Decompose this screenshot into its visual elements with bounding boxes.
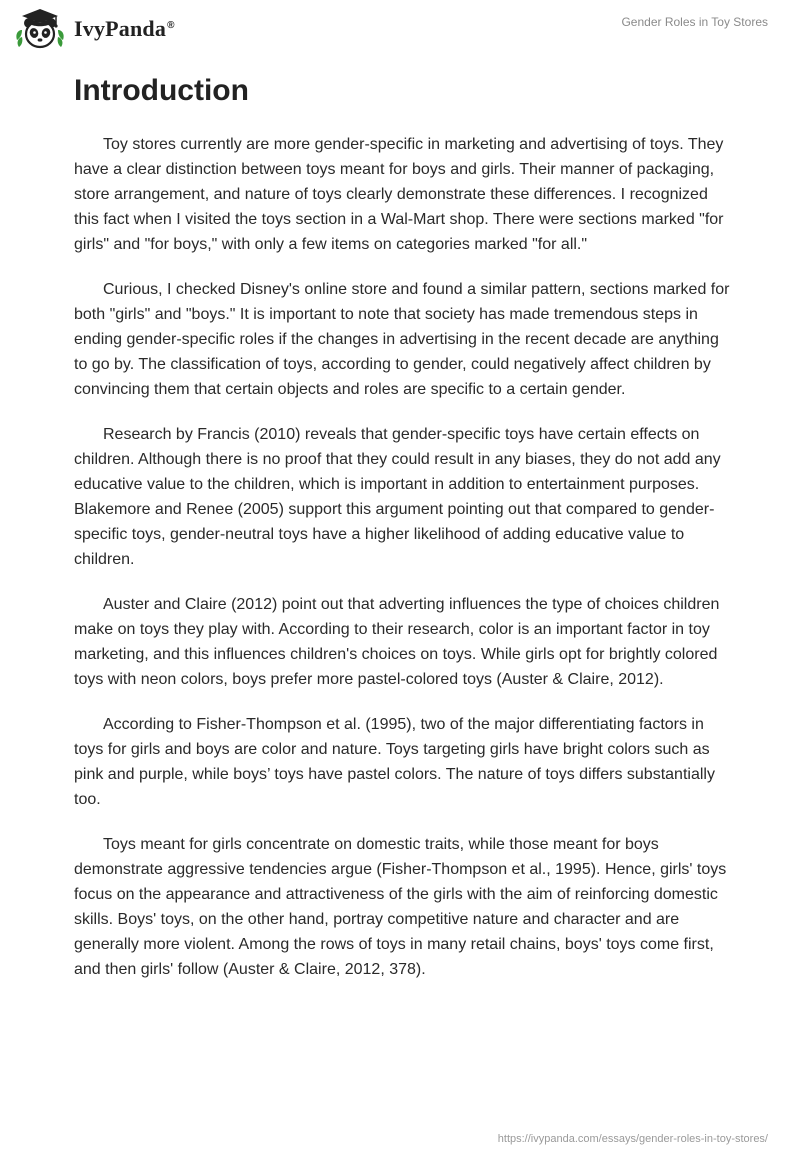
document-title: Gender Roles in Toy Stores (621, 15, 768, 29)
section-heading: Introduction (74, 74, 249, 107)
paragraph-2: Curious, I checked Disney's online store and found a similar pattern, sections marked for both "girls" and "boys." It is important to note that society has made tremendous steps in ending gender-specific roles if the changes in advertising in the recent decade are anything to go by. The classification of toys, according to gender, could negatively affect children by convincing them that certain objects and roles are specific to a certain gender. (74, 281, 730, 398)
paragraph-1: Toy stores currently are more gender-specific in marketing and advertising of toys. They have a clear distinction between toys meant for boys and girls. Their manner of packaging, store arrangement, and nature of toys clearly demonstrate these differences. I recognized this fact when I visited the toys section in a Wal-Mart shop. There were sections marked "for girls" and "for boys," with only a few items on categories marked "for all." (74, 136, 724, 253)
brand-name: IvyPanda® (74, 16, 175, 41)
essay-body (74, 72, 734, 1002)
panda-graduate-icon (14, 6, 66, 52)
page-header (0, 0, 800, 60)
paragraph-4: Auster and Claire (2012) point out that adverting influences the type of choices children make on toys they play with. According to their research, color is an important factor in toy marketing, and this influences children's choices on toys. While girls opt for brightly colored toys with neon colors, boys prefer more pastel-colored toys (Auster & Claire, 2012). (74, 596, 720, 688)
paragraph-5: According to Fisher-Thompson et al. (1995), two of the major differentiating factors in toys for girls and boys are color and nature. Toys targeting girls have bright colors such as pink and purple, while boys’ toys have pastel colors. The nature of toys differs substantially too. (74, 716, 715, 808)
paragraph-3: Research by Francis (2010) reveals that gender-specific toys have certain effects on children. Although there is no proof that they could result in any biases, they do not add any educative value to the children, which is important in addition to entertainment purposes. Blakemore and Renee (2005) support this argument pointing out that compared to gender-specific toys, gender-neutral toys have a higher likelihood of adding educative value to children. (74, 426, 721, 568)
registered-mark: ® (167, 19, 175, 31)
paragraph-6: Toys meant for girls concentrate on domestic traits, while those meant for boys demonstrate aggressive tendencies argue (Fisher-Thompson et al., 1995). Hence, girls' toys focus on the appearance and attractiveness of the girls with the aim of reinforcing domestic skills. Boys' toys, on the other hand, portray competitive nature and character and are generally more violent. Among the rows of toys in many retail chains, boys' toys come first, and then girls' follow (Auster & Claire, 2012, 378). (74, 836, 727, 978)
source-url-link[interactable]: https://ivypanda.com/essays/gender-roles-in-toy-stores/ (497, 1133, 768, 1145)
brand-logo[interactable] (14, 6, 175, 52)
